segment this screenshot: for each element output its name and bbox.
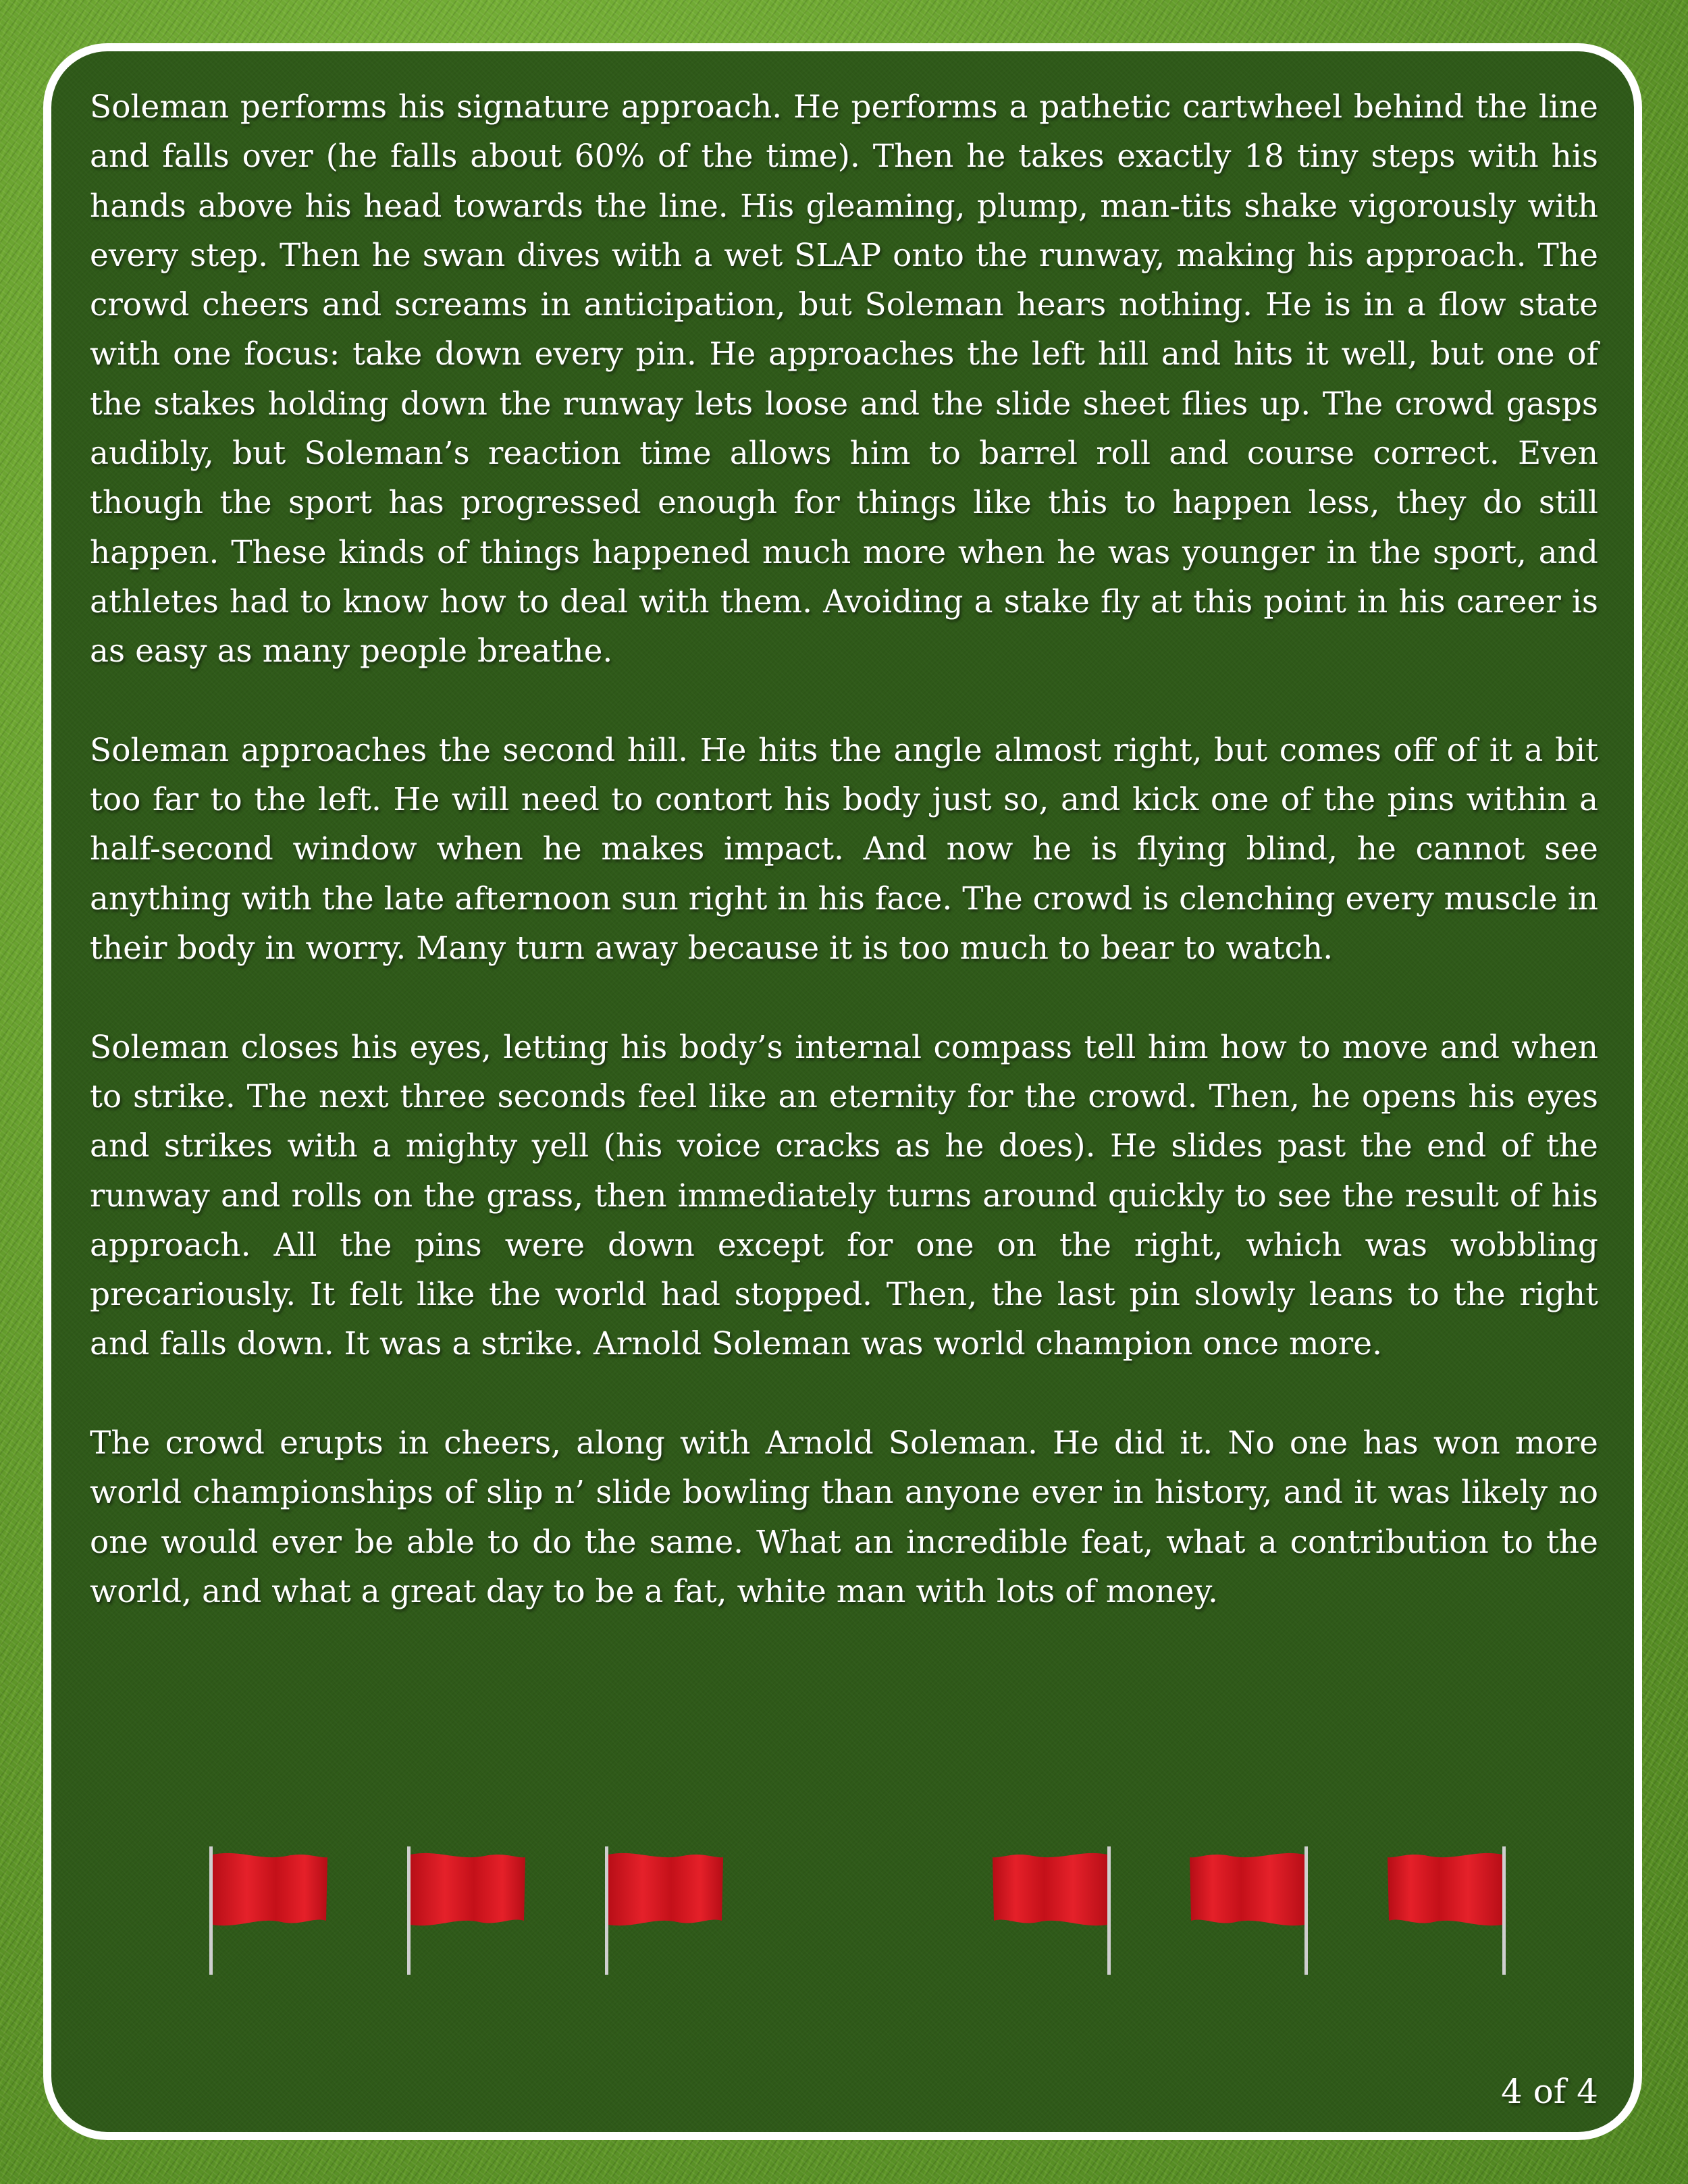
paragraph-3: Soleman closes his eyes, letting his body’s internal compass tell him how to move and when to strike. The next three seconds feel like an eternity for the crowd. Then, he opens his eyes and strikes with a mighty yell (his voice cracks as he does). He slides past the end of the runway and rolls on the grass, then immediately turns around quickly to see the result of his approach. All the pins were down except for one on the right, which was wobbling precariously. It felt like the world had stopped. Then, the last pin slowly leans to the right and falls down. It was a strike. Arnold Soleman was world champion once more. <box>90 1028 1598 1363</box>
red-flag-icon <box>602 1846 730 1981</box>
red-flag-icon <box>1183 1846 1311 1981</box>
flag-row <box>0 1846 1688 1981</box>
red-flag-icon <box>986 1846 1114 1981</box>
story-text <box>90 82 1598 1666</box>
red-flag-icon <box>206 1846 334 1981</box>
paragraph-2: Soleman approaches the second hill. He hits the angle almost right, but comes off of it a bit too far to the left. He will need to contort his body just so, and kick one of the pins within a half-second window when he makes impact. And now he is flying blind, he cannot see anything with the late afternoon sun right in his face. The crowd is clenching every muscle in their body in worry. Many turn away because it is too much to bear to watch. <box>90 731 1598 967</box>
red-flag-icon <box>404 1846 532 1981</box>
paragraph-4: The crowd erupts in cheers, along with Arnold Soleman. He did it. No one has won more world championships of slip n’ slide bowling than anyone ever in history, and it was likely no one would ever be able to do the same. What an incredible feat, what a contribution to the world, and what a great day to be a fat, white man with lots of money. <box>90 1424 1598 1610</box>
red-flag-icon <box>1381 1846 1509 1981</box>
paragraph-1: Soleman performs his signature approach. He performs a pathetic cartwheel behind the line and falls over (he falls about 60% of the time). Then he takes exactly 18 tiny steps with his hands above his head towards the line. His gleaming, plump, man-tits shake vigorously with every step. Then he swan dives with a wet SLAP onto the runway, making his approach. The crowd cheers and screams in anticipation, but Soleman hears nothing. He is in a flow state with one focus: take down every pin. He approaches the left hill and hits it well, but one of the stakes holding down the runway lets loose and the slide sheet flies up. The crowd gasps audibly, but Soleman’s reaction time allows him to barrel roll and course correct. Even though the sport has progressed enough for things like this to happen less, they do still happen. These kinds of things happened much more when he was younger in the sport, and athletes had to know how to deal with them. Avoiding a stake fly at this point in his career is as easy as many people breathe. <box>90 88 1598 670</box>
page-number: 4 of 4 <box>1500 2072 1598 2111</box>
